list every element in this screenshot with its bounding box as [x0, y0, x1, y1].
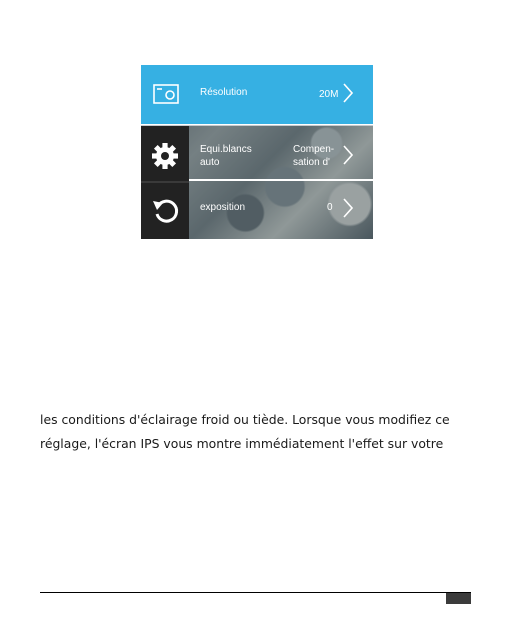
body-text-line: les conditions d'éclairage froid ou tiède. Lorsque vous modifiez ce — [40, 412, 450, 427]
footer-rule — [40, 592, 471, 593]
body-text-line: réglage, l'écran IPS vous montre immédiatement l'effet sur votre — [40, 436, 444, 451]
white-balance-value-line1: Compen- — [293, 144, 335, 155]
reset-icon[interactable] — [152, 197, 179, 224]
settings-sidebar — [141, 126, 189, 239]
gear-icon[interactable] — [151, 142, 179, 170]
white-balance-label-line2: auto — [200, 157, 220, 168]
white-balance-label-line1: Equi.blancs — [200, 144, 252, 155]
camera-settings-screen — [141, 65, 373, 239]
menu-row-resolution[interactable] — [141, 65, 373, 124]
white-balance-value-line2: sation d' — [293, 157, 330, 168]
exposure-value: 0 — [327, 202, 333, 213]
chevron-right-icon — [343, 198, 353, 218]
resolution-value: 20M — [319, 89, 339, 100]
exposure-label: exposition — [200, 202, 246, 213]
camera-photo-icon — [153, 84, 179, 104]
resolution-label: Résolution — [200, 87, 248, 98]
sidebar-divider — [141, 181, 189, 183]
page-tab — [446, 593, 471, 604]
chevron-right-icon — [343, 145, 353, 165]
chevron-right-icon — [343, 83, 353, 103]
